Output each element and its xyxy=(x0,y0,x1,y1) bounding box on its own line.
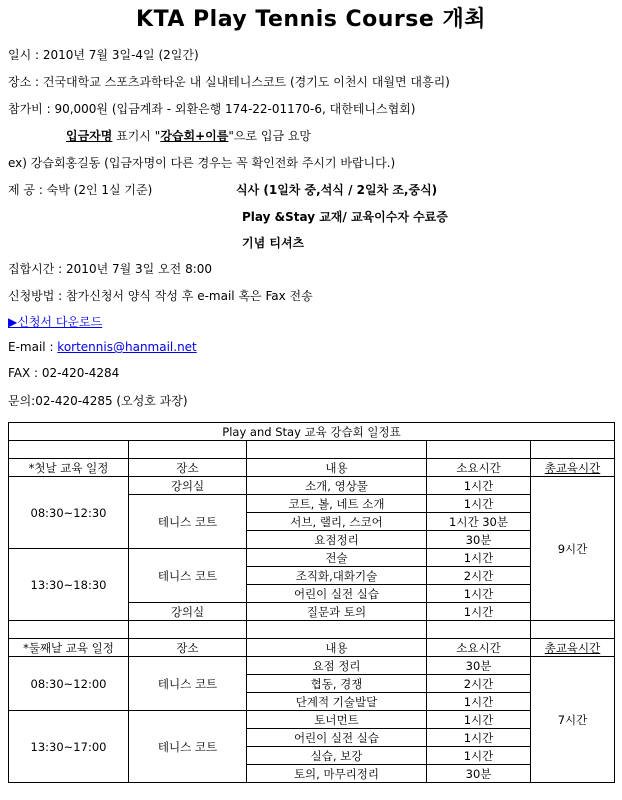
empty-cell xyxy=(427,621,531,639)
provide-book: Play &Stay 교재/ 교육이수자 수료증 xyxy=(242,210,448,224)
empty-cell xyxy=(9,621,129,639)
example-line: ex) 강습회홍길동 (입금자명이 다른 경우는 꼭 확인전화 주시기 바랍니다.) xyxy=(8,156,396,170)
empty-cell xyxy=(531,621,615,639)
empty-cell xyxy=(531,441,615,459)
provide-label: 제 공 : 숙박 (2인 1실 기준) xyxy=(8,183,153,197)
table-cell-content: 토의, 마무리정리 xyxy=(247,765,427,783)
apply-line: 신청방법 : 참가신청서 양식 작성 후 e-mail 혹은 Fax 전송 xyxy=(8,289,313,303)
deposit-mid: 표기시 " xyxy=(112,129,161,143)
empty-cell xyxy=(9,441,129,459)
table-cell-content: 요점 정리 xyxy=(247,657,427,675)
empty-cell xyxy=(247,441,427,459)
email-link[interactable]: kortennis@hanmail.net xyxy=(57,340,197,354)
day2-afternoon-time: 13:30~17:00 xyxy=(9,711,129,783)
provide-meal: 식사 (1일차 중,석식 / 2일차 조,중식) xyxy=(236,183,438,197)
empty-cell xyxy=(129,441,247,459)
table-cell-duration: 1시간 xyxy=(427,549,531,567)
day2-place-court2: 테니스 코트 xyxy=(129,711,247,783)
contact-line: 문의:02-420-4285 (오성호 과장) xyxy=(8,394,188,408)
date-line: 일시 : 2010년 7월 3일-4일 (2일간) xyxy=(8,48,199,62)
header-place: 장소 xyxy=(129,639,247,657)
day1-afternoon-time: 13:30~18:30 xyxy=(9,549,129,621)
empty-cell xyxy=(129,621,247,639)
gather-line: 집합시간 : 2010년 7월 3일 오전 8:00 xyxy=(8,262,213,276)
day2-total: 7시간 xyxy=(531,657,615,783)
deposit-label: 입금자명 xyxy=(66,129,113,143)
download-link[interactable]: ▶신청서 다운로드 xyxy=(8,315,103,329)
email-line xyxy=(8,340,197,354)
day2-label: *둘째날 교육 일정 xyxy=(9,639,129,657)
day2-morning-time: 08:30~12:00 xyxy=(9,657,129,711)
provide-shirt: 기념 티셔츠 xyxy=(242,236,305,250)
table-cell-content: 서브, 랠리, 스코어 xyxy=(247,513,427,531)
table-cell-content: 질문과 토의 xyxy=(247,603,427,621)
day1-place-lecture: 강의실 xyxy=(129,477,247,495)
table-cell-duration: 1시간 xyxy=(427,711,531,729)
table-cell-content: 어린이 실전 실습 xyxy=(247,585,427,603)
header-content: 내용 xyxy=(247,639,427,657)
deposit-name: 강습회+이름 xyxy=(160,129,229,143)
fee-line: 참가비 : 90,000원 (입금계좌 - 외환은행 174-22-01170-6, 대한테니스협회) xyxy=(8,102,416,116)
fax-line: FAX : 02-420-4284 xyxy=(8,366,120,380)
table-cell-duration: 1시간 xyxy=(427,693,531,711)
day1-place-lecture2: 강의실 xyxy=(129,603,247,621)
table-cell-duration: 1시간 30분 xyxy=(427,513,531,531)
header-total: 총교육시간 xyxy=(531,459,615,477)
page-title: KTA Play Tennis Course 개최 xyxy=(136,7,486,32)
table-cell-content: 소개, 영상물 xyxy=(247,477,427,495)
table-cell-duration: 1시간 xyxy=(427,495,531,513)
day2-place-court: 테니스 코트 xyxy=(129,657,247,711)
day1-total: 9시간 xyxy=(531,477,615,621)
table-cell-content: 토너먼트 xyxy=(247,711,427,729)
table-cell-duration: 2시간 xyxy=(427,675,531,693)
empty-cell xyxy=(427,441,531,459)
place-line: 장소 : 건국대학교 스포츠과학타운 내 실내테니스코트 (경기도 이천시 대월면 대흥리) xyxy=(8,75,450,89)
email-label: E-mail : xyxy=(8,340,58,354)
schedule-table xyxy=(8,422,615,783)
table-cell-duration: 1시간 xyxy=(427,477,531,495)
table-cell-duration: 30분 xyxy=(427,657,531,675)
table-cell-content: 조직화,대화기술 xyxy=(247,567,427,585)
table-cell-content: 협동, 경쟁 xyxy=(247,675,427,693)
table-cell-content: 요점정리 xyxy=(247,531,427,549)
header-place: 장소 xyxy=(129,459,247,477)
table-cell-duration: 2시간 xyxy=(427,567,531,585)
table-cell-duration: 30분 xyxy=(427,765,531,783)
table-cell-duration: 1시간 xyxy=(427,729,531,747)
day1-place-court: 테니스 코트 xyxy=(129,495,247,549)
header-duration: 소요시간 xyxy=(427,459,531,477)
header-duration: 소요시간 xyxy=(427,639,531,657)
table-cell-content: 단계적 기술발달 xyxy=(247,693,427,711)
empty-cell xyxy=(247,621,427,639)
header-total: 총교육시간 xyxy=(531,639,615,657)
table-cell-content: 어린이 실전 실습 xyxy=(247,729,427,747)
schedule-title: Play and Stay 교육 강습회 일정표 xyxy=(9,423,615,441)
table-cell-duration: 1시간 xyxy=(427,603,531,621)
header-content: 내용 xyxy=(247,459,427,477)
deposit-tail: "으로 입금 요망 xyxy=(228,129,312,143)
day1-morning-time: 08:30~12:30 xyxy=(9,477,129,549)
table-cell-duration: 30분 xyxy=(427,531,531,549)
day1-label: *첫날 교육 일정 xyxy=(9,459,129,477)
table-cell-content: 실습, 보강 xyxy=(247,747,427,765)
table-cell-duration: 1시간 xyxy=(427,585,531,603)
table-cell-duration: 1시간 xyxy=(427,747,531,765)
table-cell-content: 코트, 볼, 네트 소개 xyxy=(247,495,427,513)
table-cell-content: 전술 xyxy=(247,549,427,567)
deposit-note xyxy=(66,127,311,144)
day1-place-court2: 테니스 코트 xyxy=(129,549,247,603)
